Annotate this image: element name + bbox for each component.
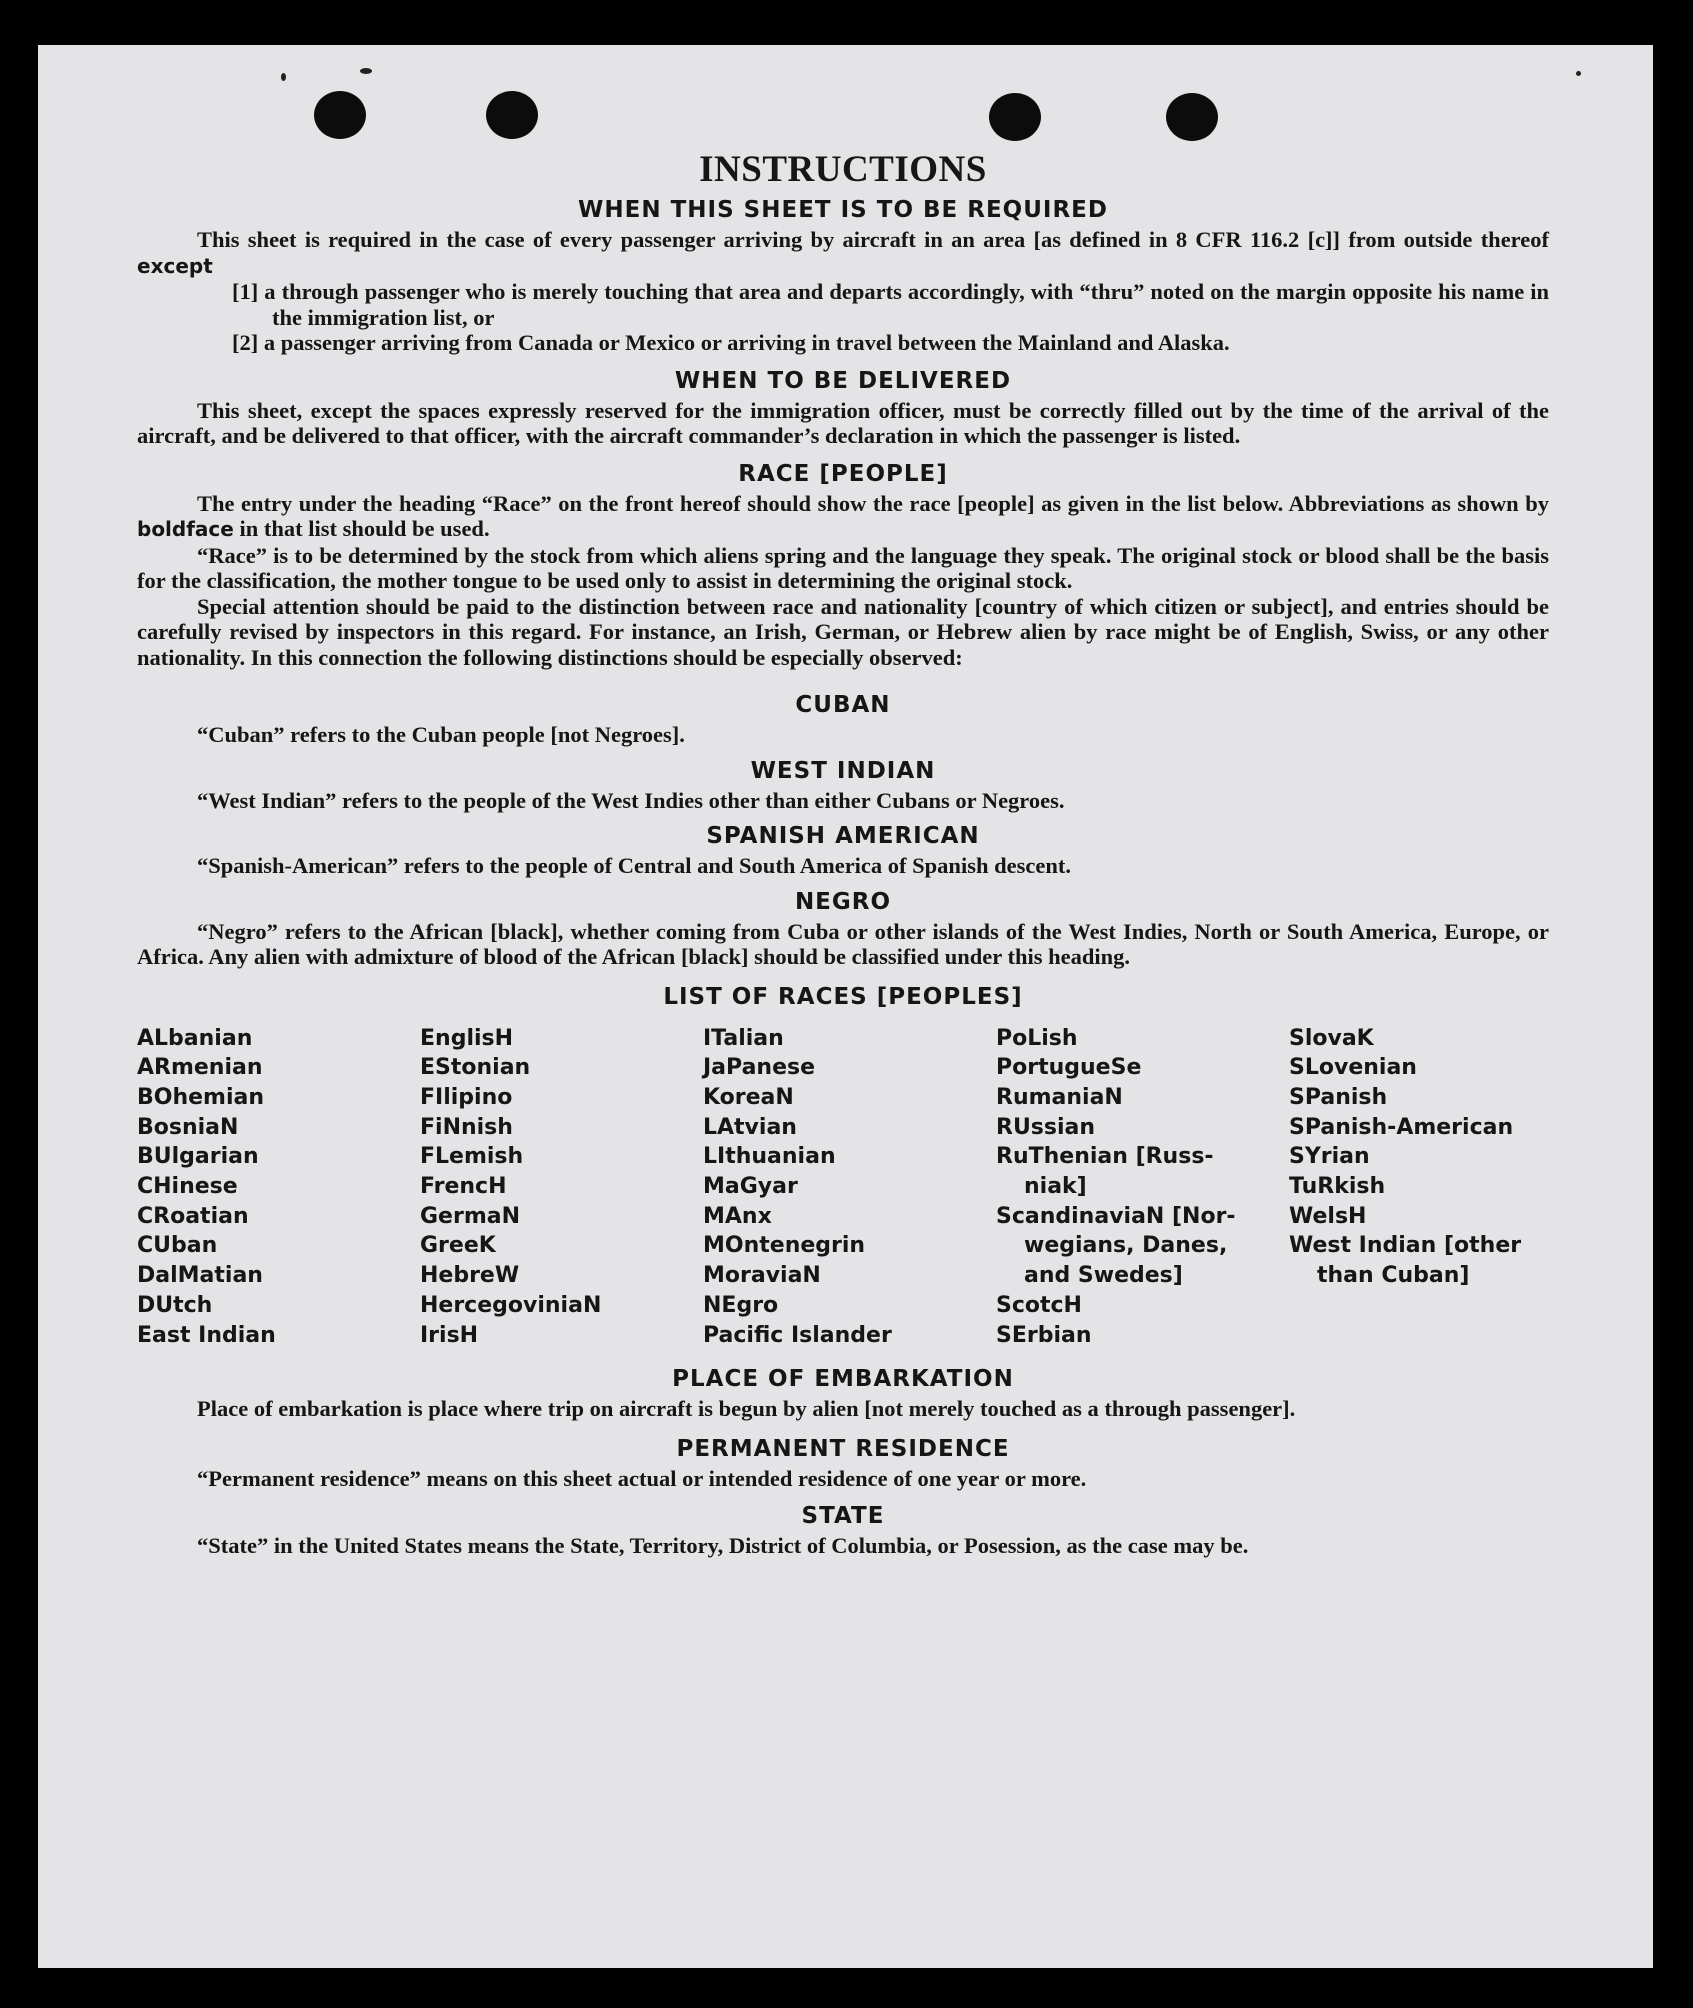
paragraph-embarkation: Place of embarkation is place where trip on aircraft is begun by alien [not merely touched as a through passenger]. (197, 1396, 1296, 1422)
race-entry: Pacific Islander (703, 1322, 892, 1348)
race-entry: SErbian (996, 1322, 1092, 1348)
race-entry: HercegoviniaN (420, 1292, 602, 1318)
section-heading-negro: NEGRO (794, 888, 892, 915)
punch-hole (989, 93, 1041, 141)
paragraph-negro: “Negro” refers to the African [black], whether coming from Cuba or other islands of the West Indies, North or South America, Europe, or Africa. Any alien with admixture of blood of the African [black] should be classified under this heading. (137, 918, 1549, 969)
race-entry: FiNnish (420, 1114, 513, 1140)
race-entry: ITalian (703, 1025, 784, 1051)
scan-speck (360, 68, 372, 74)
section-heading-required: WHEN THIS SHEET IS TO BE REQUIRED (578, 197, 1108, 223)
race-entry: KoreaN (703, 1084, 794, 1110)
race-entry: LAtvian (703, 1114, 797, 1140)
section-heading-embarkation: PLACE OF EMBARKATION (672, 1366, 1014, 1393)
section-heading-residence: PERMANENT RESIDENCE (676, 1435, 1010, 1462)
paragraph-text: This sheet is required in the case of every passenger arriving by aircraft in an area [as defined in 8 CFR 116.2 [c]] from outside thereof (197, 227, 1549, 252)
scan-speck (1576, 71, 1581, 76)
race-entry: SPanish-American (1289, 1114, 1514, 1140)
race-entry: GreeK (420, 1233, 496, 1259)
race-entry: and Swedes] (1024, 1263, 1183, 1289)
punch-hole (314, 91, 366, 139)
race-entry: LIthuanian (703, 1144, 836, 1170)
document-page (38, 45, 1653, 1968)
race-entry: CHinese (137, 1174, 238, 1200)
paragraph-west-indian: “West Indian” refers to the people of the West Indies other than either Cubans or Negroes. (197, 787, 1065, 813)
race-entry: BosniaN (137, 1114, 239, 1140)
races-column-2 (420, 1024, 690, 1351)
race-entry: SlovaK (1289, 1025, 1374, 1051)
race-entry: PoLish (996, 1025, 1078, 1051)
instructions-content (137, 147, 1549, 1559)
races-column-4 (996, 1024, 1276, 1351)
section-heading-delivered: WHEN TO BE DELIVERED (674, 367, 1012, 394)
keyword-except: except (137, 253, 213, 278)
race-entry: FrencH (420, 1174, 507, 1200)
section-heading-state: STATE (801, 1503, 885, 1530)
races-column-1 (137, 1024, 407, 1351)
race-entry: NEgro (703, 1292, 779, 1318)
section-heading-west-indian: WEST INDIAN (750, 757, 936, 784)
race-entry: SYrian (1289, 1144, 1370, 1170)
race-entry: JaPanese (703, 1055, 816, 1081)
paragraph-text: The entry under the heading “Race” on the front hereof should show the race [people] as given in the list below. Abbreviations as shown by (197, 490, 1549, 516)
race-entry: SPanish (1289, 1084, 1388, 1110)
race-entry: PortugueSe (996, 1055, 1142, 1081)
section-heading-list-of-races: LIST OF RACES [PEOPLES] (663, 983, 1023, 1010)
race-entry: FIlipino (420, 1084, 513, 1110)
race-entry: WelsH (1289, 1203, 1367, 1229)
race-entry: EStonian (420, 1055, 531, 1081)
race-entry: West Indian [other (1289, 1233, 1522, 1259)
race-entry: East Indian (137, 1322, 276, 1348)
race-entry: TuRkish (1289, 1174, 1386, 1200)
scan-speck (281, 73, 286, 81)
race-entry: wegians, Danes, (1024, 1233, 1228, 1259)
section-heading-spanish-american: SPANISH AMERICAN (706, 823, 980, 849)
race-entry: DalMatian (137, 1263, 263, 1289)
races-column-3 (703, 1024, 983, 1351)
race-entry: FLemish (420, 1144, 524, 1170)
races-list (137, 1024, 1549, 1351)
race-entry: IrisH (420, 1322, 479, 1348)
race-entry: BOhemian (137, 1084, 265, 1110)
race-entry: ScotcH (996, 1292, 1082, 1318)
race-entry: CUban (137, 1233, 218, 1259)
paragraph-race-stock: “Race” is to be determined by the stock from which aliens spring and the language they speak. The original stock or blood shall be the basis for the classification, the mother tongue to be used only to assist in determining the original stock. (137, 542, 1549, 593)
race-entry: RumaniaN (996, 1084, 1123, 1110)
section-heading-race: RACE [PEOPLE] (738, 460, 948, 487)
race-entry: SLovenian (1289, 1055, 1417, 1081)
section-heading-cuban: CUBAN (795, 692, 891, 718)
race-entry: CRoatian (137, 1203, 249, 1229)
paragraph-residence: “Permanent residence” means on this sheet actual or intended residence of one year or more. (197, 1465, 1087, 1491)
paragraph-required (137, 227, 1549, 279)
race-entry: ARmenian (137, 1055, 263, 1081)
race-entry: MOntenegrin (703, 1233, 866, 1259)
race-entry: GermaN (420, 1203, 521, 1229)
keyword-boldface: boldface (137, 517, 234, 541)
race-entry: DUtch (137, 1292, 213, 1318)
exception-item-1: [1] a through passenger who is merely touching that area and departs accordingly, with “thru” noted on the margin opposite his name in the immigration list, or (232, 279, 1549, 330)
exception-item-2: [2] a passenger arriving from Canada or Mexico or arriving in travel between the Mainland and Alaska. (232, 330, 1230, 355)
race-entry: MAnx (703, 1203, 772, 1229)
race-entry: MaGyar (703, 1174, 798, 1200)
race-entry: EnglisH (420, 1025, 514, 1051)
race-entry: BUlgarian (137, 1144, 259, 1170)
race-entry: than Cuban] (1317, 1263, 1470, 1289)
race-entry: RUssian (996, 1114, 1096, 1140)
race-entry: RuThenian [Russ- (996, 1144, 1214, 1170)
race-entry: ALbanian (137, 1025, 253, 1051)
paragraph-cuban: “Cuban” refers to the Cuban people [not Negroes]. (197, 722, 685, 747)
punch-hole (486, 91, 538, 139)
paragraph-state: “State” in the United States means the State, Territory, District of Columbia, or Posession, as the case may be. (197, 1533, 1249, 1559)
race-entry: HebreW (420, 1263, 520, 1289)
race-entry: niak] (1024, 1174, 1087, 1200)
paragraph-delivered: This sheet, except the spaces expressly reserved for the immigration officer, must be correctly filled out by the time of the arrival of the aircraft, and be delivered to that officer, with the aircraft commander’s declaration in which the passenger is listed. (137, 397, 1549, 448)
race-entry: ScandinaviaN [Nor- (996, 1203, 1236, 1229)
page-title: INSTRUCTIONS (699, 149, 987, 190)
paragraph-race-nationality: Special attention should be paid to the distinction between race and nationality [country of which citizen or subject], and entries should be carefully revised by inspectors in this regard. For instance, an Irish, German, or Hebrew alien by race might be of English, Swiss, or any other nationality. In this connection the following distinctions should be especially observed: (137, 593, 1549, 670)
paragraph-race-entry (137, 491, 1549, 543)
paragraph-text: in that list should be used. (233, 516, 490, 541)
punch-hole (1166, 93, 1218, 141)
race-entry: MoraviaN (703, 1263, 821, 1289)
races-column-5 (1289, 1024, 1549, 1351)
paragraph-spanish-american: “Spanish-American” refers to the people of Central and South America of Spanish descent. (197, 853, 1071, 878)
